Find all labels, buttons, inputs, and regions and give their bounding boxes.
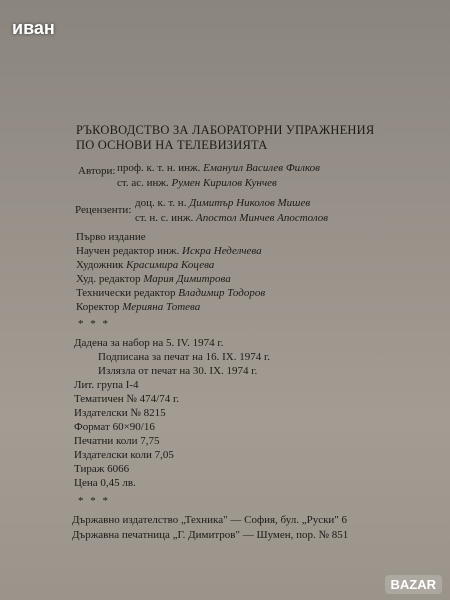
credit-line [76,231,146,243]
author-2-name: Румен Кирилов Кунчев [171,177,277,189]
detail-line: Издателски коли 7,05 [74,449,174,461]
separator-stars: * * * [78,495,110,507]
detail-line: Дадена за набор на 5. IV. 1974 г. [74,337,224,349]
detail-line: Печатни коли 7,75 [74,435,160,447]
credit-label: Технически редактор [76,287,176,299]
publisher-line: Държавно издателство „Техника" — София, бул. „Руски" 6 [72,514,348,526]
detail-line: Тираж 6066 [74,463,130,475]
author-2 [117,177,277,189]
reviewer-2 [135,212,328,224]
credit-name: Мерияна Тотева [122,301,201,313]
credit-name: Искра Неделчева [182,245,262,257]
credit-label: Първо издание [76,231,146,243]
bazar-logo: BAZAR [385,575,443,594]
reviewer-1-prefix: доц. к. т. н. [135,197,187,209]
credit-line [76,245,262,257]
detail-line: Подписана за печат на 16. IX. 1974 г. [98,351,270,363]
author-2-prefix: ст. ас. инж. [117,177,169,189]
author-1-prefix: проф. к. т. н. инж. [117,162,201,174]
title-line-1: РЪКОВОДСТВО ЗА ЛАБОРАТОРНИ УПРАЖНЕНИЯ [76,123,375,137]
credit-label: Худ. редактор [76,273,141,285]
reviewers-label: Рецензенти: [75,204,132,216]
watermark-text: иван [12,18,55,38]
credit-label: Коректор [76,301,120,313]
detail-line: Цена 0,45 лв. [74,477,136,489]
detail-line: Тематичен № 474/74 г. [74,393,179,405]
credit-line [76,273,231,285]
authors-label: Автори: [78,165,116,177]
reviewer-2-name: Апостол Минчев Апостолов [196,212,329,224]
reviewer-2-prefix: ст. н. с. инж. [135,212,194,224]
separator-stars: * * * [78,318,110,330]
author-1 [117,162,320,174]
credit-label: Художник [76,259,124,271]
credit-line [76,301,200,313]
credit-name: Владимир Тодоров [178,287,266,299]
author-1-name: Емануил Василев Филков [203,162,320,174]
credit-name: Красимира Коцева [126,259,215,271]
credit-label: Научен редактор инж. [76,245,180,257]
printer-line: Държавна печатница „Г. Димитров" — Шумен, пор. № 851 [72,529,349,541]
credit-line [76,259,214,271]
detail-line: Излязла от печат на 30. IX. 1974 г. [98,365,258,377]
detail-line: Лит. група I-4 [74,379,139,391]
credit-line [76,287,265,299]
detail-line: Издателски № 8215 [74,407,166,419]
credit-name: Мария Димитрова [143,273,231,285]
title-line-2: ПО ОСНОВИ НА ТЕЛЕВИЗИЯТА [76,138,268,152]
reviewer-1-name: Димитър Николов Мишев [189,197,311,209]
detail-line: Формат 60×90/16 [74,421,155,433]
reviewer-1 [135,197,310,209]
